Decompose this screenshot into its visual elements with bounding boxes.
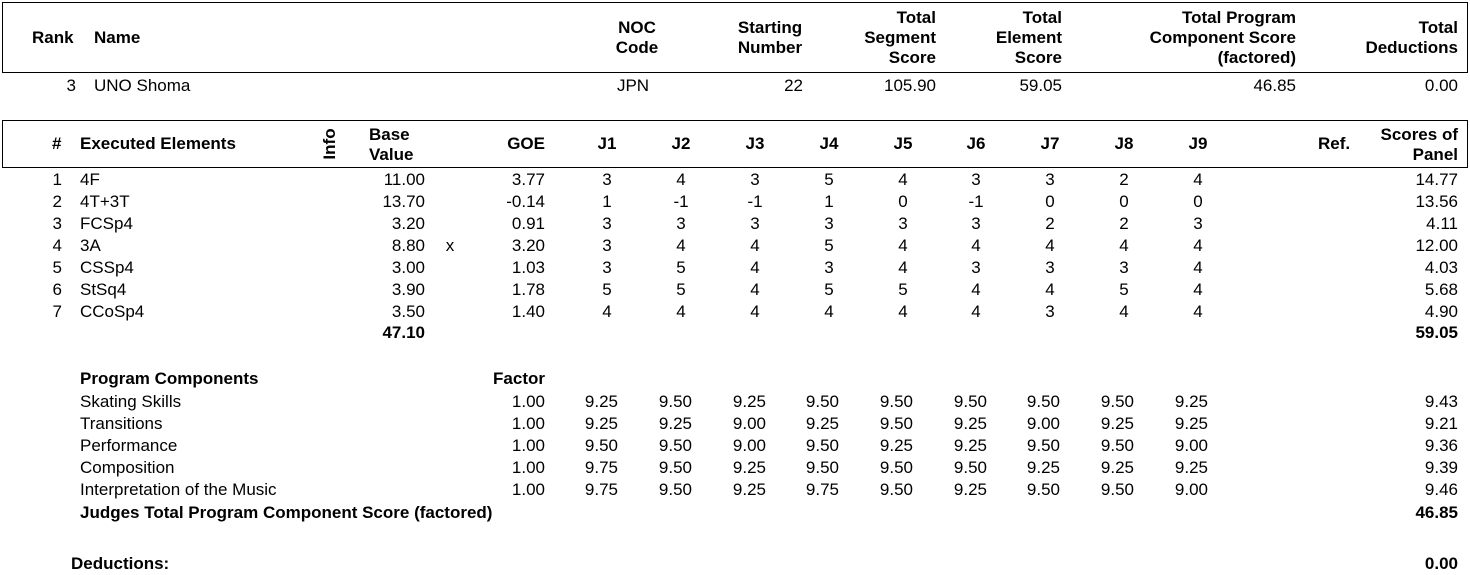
element-judge-j6: 4 [971,280,981,299]
component-judge-j9: 9.00 [1174,436,1208,455]
element-goe: 1.40 [511,302,545,321]
component-judge-j6: 9.25 [953,414,987,433]
component-judge-j6: 9.50 [953,392,987,411]
component-judge-j1: 9.25 [584,414,618,433]
elements-header-info: Info [320,128,339,160]
element-judge-j1: 4 [602,302,612,321]
judge-header-j6: J6 [966,134,986,153]
component-judge-j9: 9.25 [1174,414,1208,433]
element-judge-j9: 3 [1193,214,1203,233]
element-num: 4 [52,236,62,255]
component-judge-j4: 9.50 [805,458,839,477]
component-judge-j7: 9.50 [1026,436,1060,455]
element-name: StSq4 [80,280,127,299]
element-judge-j5: 3 [898,214,908,233]
component-judge-j9: 9.25 [1174,392,1208,411]
elements-header-executed: Executed Elements [80,134,236,153]
component-score: 9.21 [1424,414,1458,433]
component-factor: 1.00 [511,436,545,455]
judge-header-j7: J7 [1040,134,1060,153]
element-base-value: 11.00 [383,170,425,189]
component-name: Composition [80,458,175,477]
component-judge-j3: 9.25 [732,458,766,477]
component-judge-j3: 9.00 [732,436,766,455]
element-score: 13.56 [1415,192,1458,211]
component-judge-j8: 9.50 [1100,480,1134,499]
header-name: Name [94,28,141,47]
component-judge-j2: 9.50 [658,480,692,499]
element-judge-j1: 5 [602,280,612,299]
element-judge-j2: 4 [676,236,686,255]
header-total-pcs: Total Program Component Score (factored) [1149,8,1296,67]
component-judge-j8: 9.25 [1100,414,1134,433]
element-judge-j7: 2 [1045,214,1055,233]
element-judge-j2: 5 [676,258,686,277]
judge-header-j9: J9 [1188,134,1208,153]
elements-header-base-value: Base Value [369,125,414,164]
element-judge-j4: 5 [824,170,834,189]
element-judge-j3: 4 [750,236,760,255]
judge-header-j4: J4 [819,134,839,153]
skater-rank: 3 [66,76,76,95]
element-name: FCSp4 [80,214,133,233]
elements-header-goe: GOE [507,134,545,153]
elements-header-ref: Ref. [1318,134,1351,153]
element-score: 14.77 [1415,170,1458,189]
components-factor-header: Factor [493,369,545,388]
element-judge-j4: 1 [824,192,834,211]
judge-header-j2: J2 [671,134,691,153]
skater-starting-number: 22 [784,76,803,95]
component-judge-j9: 9.00 [1174,480,1208,499]
component-judge-j7: 9.25 [1026,458,1060,477]
element-num: 2 [52,192,62,211]
header-rank: Rank [32,28,74,47]
component-judge-j5: 9.25 [879,436,913,455]
element-judge-j8: 3 [1119,258,1129,277]
component-judge-j5: 9.50 [879,414,913,433]
component-factor: 1.00 [511,414,545,433]
judge-header-j5: J5 [893,134,913,153]
element-name: CCoSp4 [80,302,145,321]
component-score: 9.46 [1424,480,1458,499]
components-total-label: Judges Total Program Component Score (factored) [80,503,493,522]
element-num: 5 [52,258,62,277]
element-judge-j7: 3 [1045,302,1055,321]
component-judge-j3: 9.00 [732,414,766,433]
element-score: 4.90 [1424,302,1458,321]
element-goe: -0.14 [506,192,545,211]
component-judge-j7: 9.50 [1026,480,1060,499]
component-judge-j8: 9.50 [1100,392,1134,411]
element-judge-j2: -1 [673,192,689,211]
element-judge-j5: 5 [898,280,908,299]
element-judge-j9: 4 [1193,258,1203,277]
element-judge-j5: 4 [898,258,908,277]
element-goe: 1.03 [511,258,545,277]
element-judge-j4: 5 [824,280,834,299]
component-judge-j2: 9.50 [658,392,692,411]
element-judge-j8: 4 [1119,236,1129,255]
element-num: 7 [52,302,62,321]
element-judge-j5: 4 [898,236,908,255]
components-total-score: 46.85 [1415,503,1458,522]
skater-total-pcs: 46.85 [1253,76,1296,95]
element-score: 4.03 [1424,258,1458,277]
element-score: 5.68 [1424,280,1458,299]
element-judge-j4: 3 [824,214,834,233]
element-judge-j7: 3 [1045,258,1055,277]
element-judge-j9: 0 [1193,192,1203,211]
element-judge-j5: 4 [898,302,908,321]
component-judge-j2: 9.50 [658,458,692,477]
component-judge-j4: 9.50 [805,392,839,411]
element-judge-j2: 4 [676,170,686,189]
deductions-value: 0.00 [1424,554,1458,573]
element-judge-j8: 2 [1119,170,1129,189]
element-base-value: 3.50 [391,302,425,321]
element-judge-j4: 3 [824,258,834,277]
element-base-value: 3.20 [391,214,425,233]
element-judge-j2: 3 [676,214,686,233]
header-noc: NOC Code [615,18,659,57]
component-name: Performance [80,436,178,455]
element-num: 3 [52,214,62,233]
elements-total-base: 47.10 [382,323,425,342]
header-total-element-score: Total Element Score [995,8,1062,67]
element-score: 4.11 [1426,214,1458,233]
component-judge-j4: 9.50 [805,436,839,455]
component-judge-j5: 9.50 [879,458,913,477]
element-judge-j1: 3 [602,170,612,189]
element-judge-j1: 3 [602,236,612,255]
component-factor: 1.00 [511,392,545,411]
element-judge-j6: 3 [971,170,981,189]
element-judge-j6: 3 [971,214,981,233]
element-judge-j4: 5 [824,236,834,255]
skater-total-deductions: 0.00 [1424,76,1458,95]
element-base-value: 13.70 [382,192,425,211]
component-judge-j5: 9.50 [879,480,913,499]
element-judge-j3: -1 [747,192,763,211]
element-judge-j3: 3 [750,170,760,189]
element-judge-j6: 4 [971,236,981,255]
component-factor: 1.00 [511,480,545,499]
element-name: 3A [80,236,101,255]
judge-header-j1: J1 [597,134,617,153]
element-goe: 3.77 [511,170,545,189]
element-judge-j2: 5 [676,280,686,299]
element-judge-j3: 4 [750,280,760,299]
component-judge-j4: 9.25 [805,414,839,433]
element-base-value: 8.80 [391,236,425,255]
element-judge-j1: 3 [602,258,612,277]
component-factor: 1.00 [511,458,545,477]
component-name: Skating Skills [80,392,182,411]
component-judge-j1: 9.25 [584,392,618,411]
header-total-deductions: Total Deductions [1365,18,1458,57]
element-score: 12.00 [1415,236,1458,255]
component-name: Interpretation of the Music [80,480,277,499]
component-judge-j3: 9.25 [732,480,766,499]
skater-noc: JPN [616,76,650,95]
element-base-value: 3.90 [391,280,425,299]
element-judge-j5: 0 [898,192,908,211]
component-judge-j1: 9.75 [584,480,618,499]
component-judge-j9: 9.25 [1174,458,1208,477]
component-judge-j4: 9.75 [805,480,839,499]
elements-header-num: # [52,134,62,153]
deductions-label: Deductions: [71,554,170,573]
component-judge-j6: 9.25 [953,436,987,455]
judge-header-j3: J3 [745,134,765,153]
element-judge-j7: 3 [1045,170,1055,189]
elements-header-scores-of-panel: Scores of Panel [1380,125,1458,164]
component-judge-j1: 9.50 [584,436,618,455]
component-name: Transitions [80,414,163,433]
element-base-value: 3.00 [391,258,425,277]
skater-name: UNO Shoma [94,76,191,95]
element-judge-j3: 4 [750,302,760,321]
header-starting-number: Starting Number [737,18,803,57]
component-judge-j5: 9.50 [879,392,913,411]
component-score: 9.36 [1424,436,1458,455]
element-judge-j9: 4 [1193,236,1203,255]
element-judge-j1: 3 [602,214,612,233]
component-judge-j3: 9.25 [732,392,766,411]
element-judge-j8: 5 [1119,280,1129,299]
component-judge-j7: 9.00 [1026,414,1060,433]
element-judge-j3: 4 [750,258,760,277]
element-judge-j5: 4 [898,170,908,189]
element-judge-j4: 4 [824,302,834,321]
element-judge-j9: 4 [1193,280,1203,299]
skater-total-segment-score: 105.90 [884,76,936,95]
component-judge-j6: 9.25 [953,480,987,499]
header-total-segment-score: Total Segment Score [864,8,936,67]
component-judge-j8: 9.50 [1100,436,1134,455]
components-title: Program Components [80,369,259,388]
component-judge-j7: 9.50 [1026,392,1060,411]
element-name: 4T+3T [80,192,130,211]
component-judge-j2: 9.25 [658,414,692,433]
element-judge-j6: -1 [968,192,984,211]
component-judge-j2: 9.50 [658,436,692,455]
elements-total-score: 59.05 [1415,323,1458,342]
component-score: 9.39 [1424,458,1458,477]
component-score: 9.43 [1424,392,1458,411]
element-judge-j8: 2 [1119,214,1129,233]
element-judge-j8: 0 [1119,192,1129,211]
element-judge-j1: 1 [602,192,612,211]
element-bonus-mark: x [445,236,455,255]
element-judge-j2: 4 [676,302,686,321]
element-num: 1 [52,170,62,189]
judge-header-j8: J8 [1114,134,1134,153]
component-judge-j1: 9.75 [584,458,618,477]
element-judge-j3: 3 [750,214,760,233]
skater-total-element-score: 59.05 [1019,76,1062,95]
element-judge-j7: 0 [1045,192,1055,211]
component-judge-j8: 9.25 [1100,458,1134,477]
element-goe: 1.78 [511,280,545,299]
element-judge-j7: 4 [1045,236,1055,255]
element-name: CSSp4 [80,258,134,277]
element-judge-j9: 4 [1193,302,1203,321]
element-judge-j7: 4 [1045,280,1055,299]
element-num: 6 [52,280,62,299]
element-judge-j6: 3 [971,258,981,277]
component-judge-j6: 9.50 [953,458,987,477]
element-name: 4F [80,170,100,189]
element-judge-j8: 4 [1119,302,1129,321]
element-goe: 0.91 [511,214,545,233]
element-judge-j6: 4 [971,302,981,321]
element-judge-j9: 4 [1193,170,1203,189]
element-goe: 3.20 [511,236,545,255]
